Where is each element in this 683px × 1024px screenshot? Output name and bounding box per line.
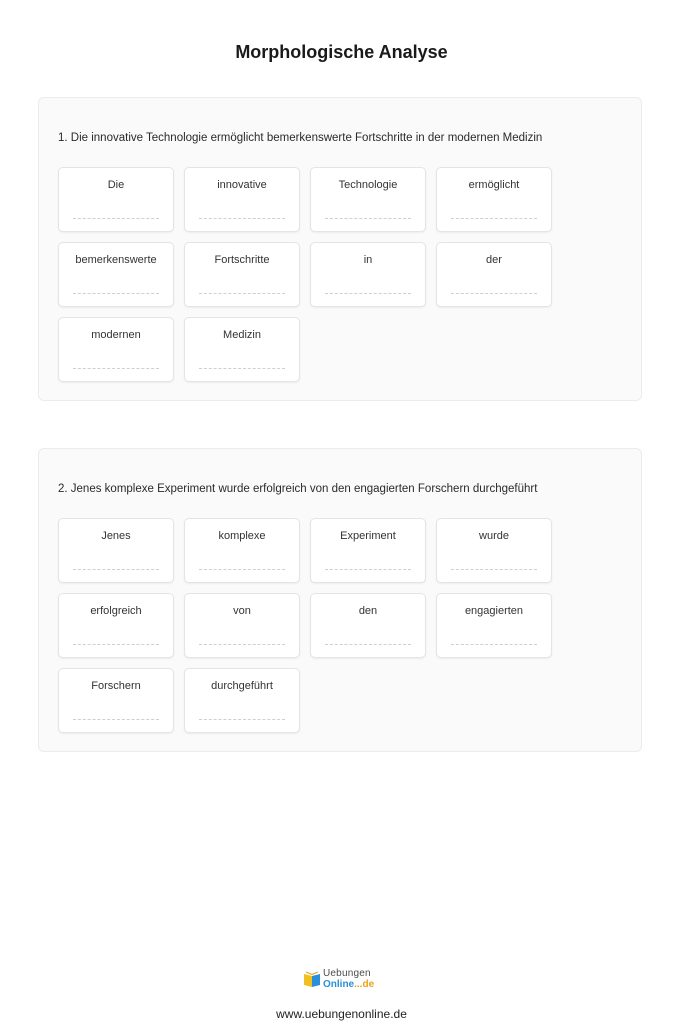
footer-url[interactable]: www.uebungenonline.de xyxy=(276,1007,407,1021)
word-box[interactable] xyxy=(184,242,300,307)
logo-text-de: de xyxy=(362,979,375,990)
book-icon xyxy=(303,970,321,988)
answer-line[interactable] xyxy=(325,644,411,645)
word-label: Technologie xyxy=(338,179,398,191)
answer-line[interactable] xyxy=(325,569,411,570)
answer-line[interactable] xyxy=(451,644,537,645)
answer-line[interactable] xyxy=(73,569,159,570)
word-box[interactable] xyxy=(58,242,174,307)
word-label: Forschern xyxy=(91,680,141,692)
word-label: bemerkenswerte xyxy=(75,254,157,266)
logo-text-bottom xyxy=(323,979,374,990)
answer-line[interactable] xyxy=(73,368,159,369)
word-label: der xyxy=(486,254,502,266)
logo-text-dots: ... xyxy=(354,979,363,990)
answer-line[interactable] xyxy=(451,293,537,294)
answer-line[interactable] xyxy=(199,719,285,720)
word-label: innovative xyxy=(217,179,267,191)
word-box[interactable] xyxy=(310,518,426,583)
word-label: durchgeführt xyxy=(211,680,273,692)
word-label: engagierten xyxy=(464,605,524,617)
word-box[interactable] xyxy=(58,668,174,733)
word-box[interactable] xyxy=(436,593,552,658)
word-box[interactable] xyxy=(310,593,426,658)
word-label: Jenes xyxy=(101,530,131,542)
word-box[interactable] xyxy=(184,518,300,583)
answer-line[interactable] xyxy=(199,293,285,294)
word-label: von xyxy=(233,605,251,617)
exercise-card xyxy=(38,97,642,401)
word-label: Medizin xyxy=(223,329,261,341)
word-label: modernen xyxy=(91,329,141,341)
word-label: komplexe xyxy=(218,530,266,542)
answer-line[interactable] xyxy=(73,218,159,219)
word-box[interactable] xyxy=(310,167,426,232)
word-label: den xyxy=(358,605,378,617)
word-box[interactable] xyxy=(436,518,552,583)
answer-line[interactable] xyxy=(325,293,411,294)
word-grid xyxy=(58,518,552,733)
word-label: erfolgreich xyxy=(90,605,142,617)
word-grid xyxy=(58,167,552,382)
word-label: Experiment xyxy=(340,530,396,542)
answer-line[interactable] xyxy=(73,293,159,294)
answer-line[interactable] xyxy=(325,218,411,219)
exercise-sentence: 2. Jenes komplexe Experiment wurde erfolgreich von den engagierten Forschern durchgeführt xyxy=(58,483,538,495)
logo-text-top: Uebungen xyxy=(323,968,371,979)
word-box[interactable] xyxy=(184,668,300,733)
word-box[interactable] xyxy=(58,167,174,232)
word-label: Die xyxy=(107,179,125,191)
word-box[interactable] xyxy=(436,242,552,307)
word-label: in xyxy=(363,254,373,266)
word-box[interactable] xyxy=(58,593,174,658)
word-box[interactable] xyxy=(58,518,174,583)
answer-line[interactable] xyxy=(199,644,285,645)
answer-line[interactable] xyxy=(199,569,285,570)
page-title: Morphologische Analyse xyxy=(235,42,448,62)
site-logo[interactable] xyxy=(303,968,383,992)
word-label: ermöglicht xyxy=(468,179,520,191)
word-box[interactable] xyxy=(58,317,174,382)
word-label: wurde xyxy=(479,530,509,542)
answer-line[interactable] xyxy=(451,569,537,570)
answer-line[interactable] xyxy=(199,368,285,369)
exercise-card xyxy=(38,448,642,752)
logo-text-online: Online xyxy=(323,979,355,990)
word-box[interactable] xyxy=(184,167,300,232)
answer-line[interactable] xyxy=(451,218,537,219)
word-box[interactable] xyxy=(436,167,552,232)
answer-line[interactable] xyxy=(199,218,285,219)
exercise-sentence: 1. Die innovative Technologie ermöglicht bemerkenswerte Fortschritte in der modernen Medizin xyxy=(58,132,543,144)
answer-line[interactable] xyxy=(73,644,159,645)
answer-line[interactable] xyxy=(73,719,159,720)
word-label: Fortschritte xyxy=(214,254,270,266)
word-box[interactable] xyxy=(184,593,300,658)
word-box[interactable] xyxy=(310,242,426,307)
word-box[interactable] xyxy=(184,317,300,382)
